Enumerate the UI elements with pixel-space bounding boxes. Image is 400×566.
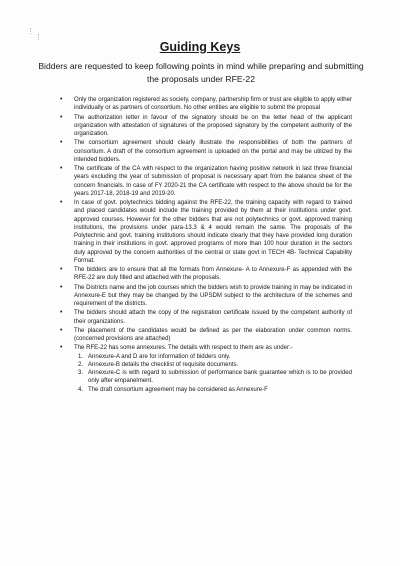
bullet-icon: •	[60, 344, 63, 352]
annexure-item	[74, 386, 352, 394]
bullet-icon: •	[60, 139, 63, 147]
annexure-item	[74, 361, 352, 369]
page-subtitle: Bidders are requested to keep following points in mind while preparing and submitting the proposals under RFE-22	[38, 61, 364, 84]
bullet-icon: •	[60, 165, 63, 172]
bullet-icon: •	[60, 283, 63, 291]
annexure-number: 3.	[78, 370, 84, 376]
page-title: Guiding Keys	[159, 40, 241, 54]
list-item-text: In case of govt. polytechnics bidding against the RFE-22, the training capacity with regard to trained and placed candidates would include the training provided by them at their institutions under govt. approved courses. However for the other bidders that are not polytechnics or govt. approved training institutions, the provisions under para-13.3 & 4 would remain the same. The proposals of the Polytechnic and govt. training institutions should indicate clearly that they have provided long duration training in their institutions in govt. approved programs of more than 100 hour duration in the sectors duly approved by the concern authorities of the central or state govt in TECH 4B- Technical Capability Format.	[74, 200, 352, 264]
annexure-text: Annexure-B details the checklist of requisite documents.	[88, 361, 239, 368]
list-item-text: The bidders are to ensure that all the formats from Annexure- A to Annexure-F as appended with the RFE-22 are duly filled and attached with the proposals.	[74, 267, 352, 282]
list-item-text: The placement of the candidates would be defined as per the elaboration under common norms. (concerned provisions are attached)	[74, 327, 352, 342]
annexure-number: 4.	[78, 386, 84, 393]
list-item-text: The bidders should attach the copy of the registration certificate issued by the competent authority of their organizations.	[74, 310, 352, 325]
annexure-item	[74, 369, 352, 386]
list-item-text: The certificate of the CA with respect to the organization having positive network in last three financial years excluding the year of submission of proposal is necessary apart from the balance sheet of the concern financials. In case of FY 2020-21 the CA certificate with respect to the above should be for the years 2017-18, 2018-19 and 2019-20.	[74, 166, 352, 197]
bullet-icon: •	[60, 266, 63, 273]
guiding-points-list	[58, 96, 352, 395]
list-item	[58, 284, 352, 309]
list-item	[58, 309, 352, 326]
annexure-number: 1.	[78, 353, 84, 360]
list-item	[58, 266, 352, 283]
bullet-icon: •	[60, 326, 63, 334]
annexure-text: Annexure-C is with regard to submission of performance bank guarantee which is to be provided only after empanelment.	[88, 370, 352, 385]
annexure-text: Annexure-A and D are for information of bidders only.	[88, 353, 231, 360]
list-item	[58, 199, 352, 265]
list-item-text: The RFE-22 has some annexures. The details with respect to them are as under:-	[74, 345, 293, 352]
bullet-icon: •	[60, 199, 63, 206]
list-item	[58, 327, 352, 344]
list-item	[58, 114, 352, 139]
list-item-text: The Districts name and the job courses which the bidders wish to provide training in may be indicated in Annexure-E but they may be changed by the UPSDM subject to the architecture of the schemes and requirement of the districts.	[74, 284, 352, 307]
list-item	[58, 96, 352, 113]
list-item	[58, 165, 352, 198]
list-item	[58, 344, 352, 394]
annexure-text: The draft consortium agreement may be considered as Annexure-F	[88, 386, 268, 393]
list-item-text: Only the organization registered as society, company, partnership firm or trust are eligible to apply either individually or as partners of consortium. No other entities are eligible to submit the proposal	[74, 97, 352, 112]
bullet-icon: •	[60, 96, 63, 103]
list-item-text: The authorization letter in favour of the signatory should be on the letter head of the applicant organization with attestation of signatures of the proposed signatory by the competent authority of the organization.	[74, 114, 352, 137]
bullet-icon: •	[60, 113, 63, 121]
list-item	[58, 139, 352, 164]
list-item-text: The consortium agreement should clearly illustrate the responsibilities of both the partners of consortium. A draft of the consortium agreement is uploaded on the portal and may be utilized by the intended bidders.	[74, 140, 352, 163]
bullet-icon: •	[60, 309, 63, 317]
annexure-number: 2.	[78, 361, 84, 368]
annexure-list	[74, 353, 352, 394]
scan-speck	[30, 28, 35, 34]
annexure-item	[74, 353, 352, 361]
